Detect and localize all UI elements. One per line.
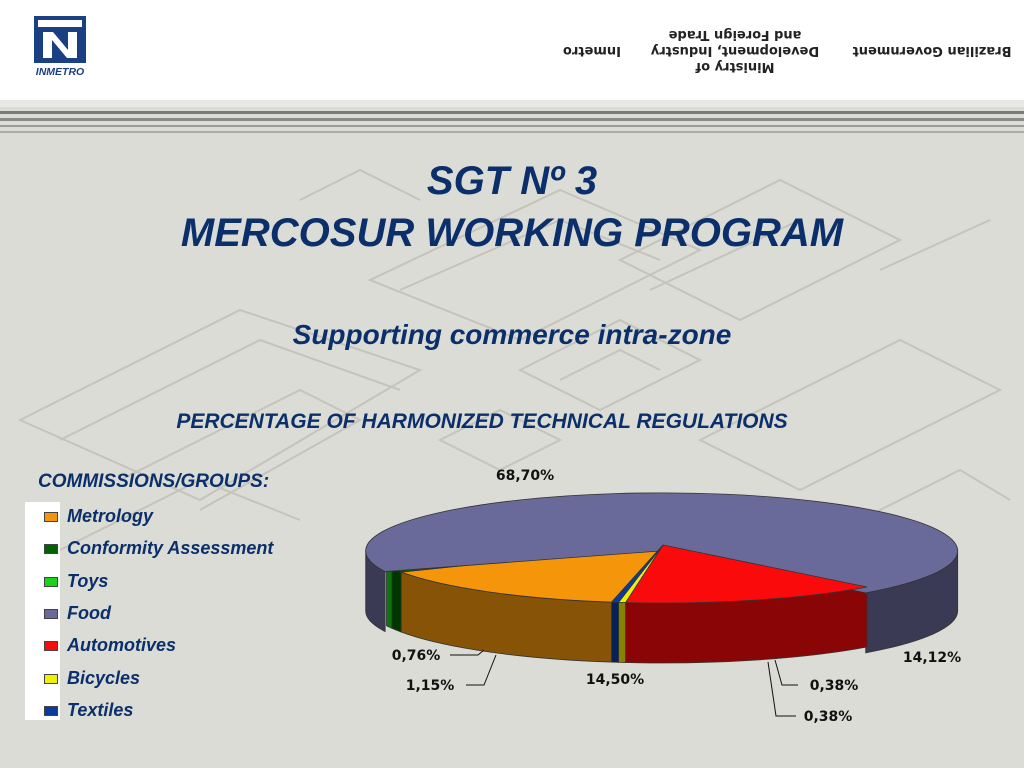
data-label-bicycles: 0,38%	[809, 678, 859, 694]
leader-line-textiles	[768, 662, 796, 716]
leader-line-bicycles	[775, 660, 798, 685]
pie-side-toys	[387, 566, 392, 629]
chart-title: PERCENTAGE OF HARMONIZED TECHNICAL REGULATIONS	[176, 410, 788, 433]
pie-side-conformity-assessment	[392, 568, 401, 632]
data-label-food: 68,70%	[495, 468, 555, 484]
slide-title-line1: SGT Nº 3	[426, 159, 598, 203]
data-label-textiles: 0,38%	[803, 709, 853, 725]
data-label-toys: 0,76%	[391, 648, 441, 664]
data-label-conformity-assessment: 1,15%	[405, 678, 455, 694]
mirrored-ministry-text: Ministry of Development, Industry and Foreign Trade	[650, 27, 820, 74]
legend-label: Automotives	[67, 635, 177, 656]
slide-title-line2: MERCOSUR WORKING PROGRAM	[180, 211, 844, 255]
legend-label: Bicycles	[67, 667, 141, 688]
legend-label: Textiles	[67, 699, 134, 720]
data-label-metrology: 14,50%	[585, 672, 645, 688]
mirrored-inmetro-text: Inmetro	[563, 43, 622, 58]
legend-label: Conformity Assessment	[67, 538, 274, 559]
data-label-automotives: 14,12%	[902, 650, 962, 666]
mirrored-government-text: Brazilian Government	[852, 43, 1012, 58]
legend-label: Metrology	[67, 506, 154, 526]
logo-text: INMETRO	[35, 66, 85, 78]
leader-line-conformity-assessment	[466, 655, 496, 685]
slide-subtitle: Supporting commerce intra-zone	[292, 319, 732, 350]
pie-side-textiles	[612, 602, 619, 662]
pie-side-bicycles	[619, 602, 626, 662]
legend-label: Toys	[67, 570, 109, 591]
legend-label: Food	[67, 602, 111, 623]
legend-heading: COMMISSIONS/GROUPS:	[38, 471, 270, 492]
